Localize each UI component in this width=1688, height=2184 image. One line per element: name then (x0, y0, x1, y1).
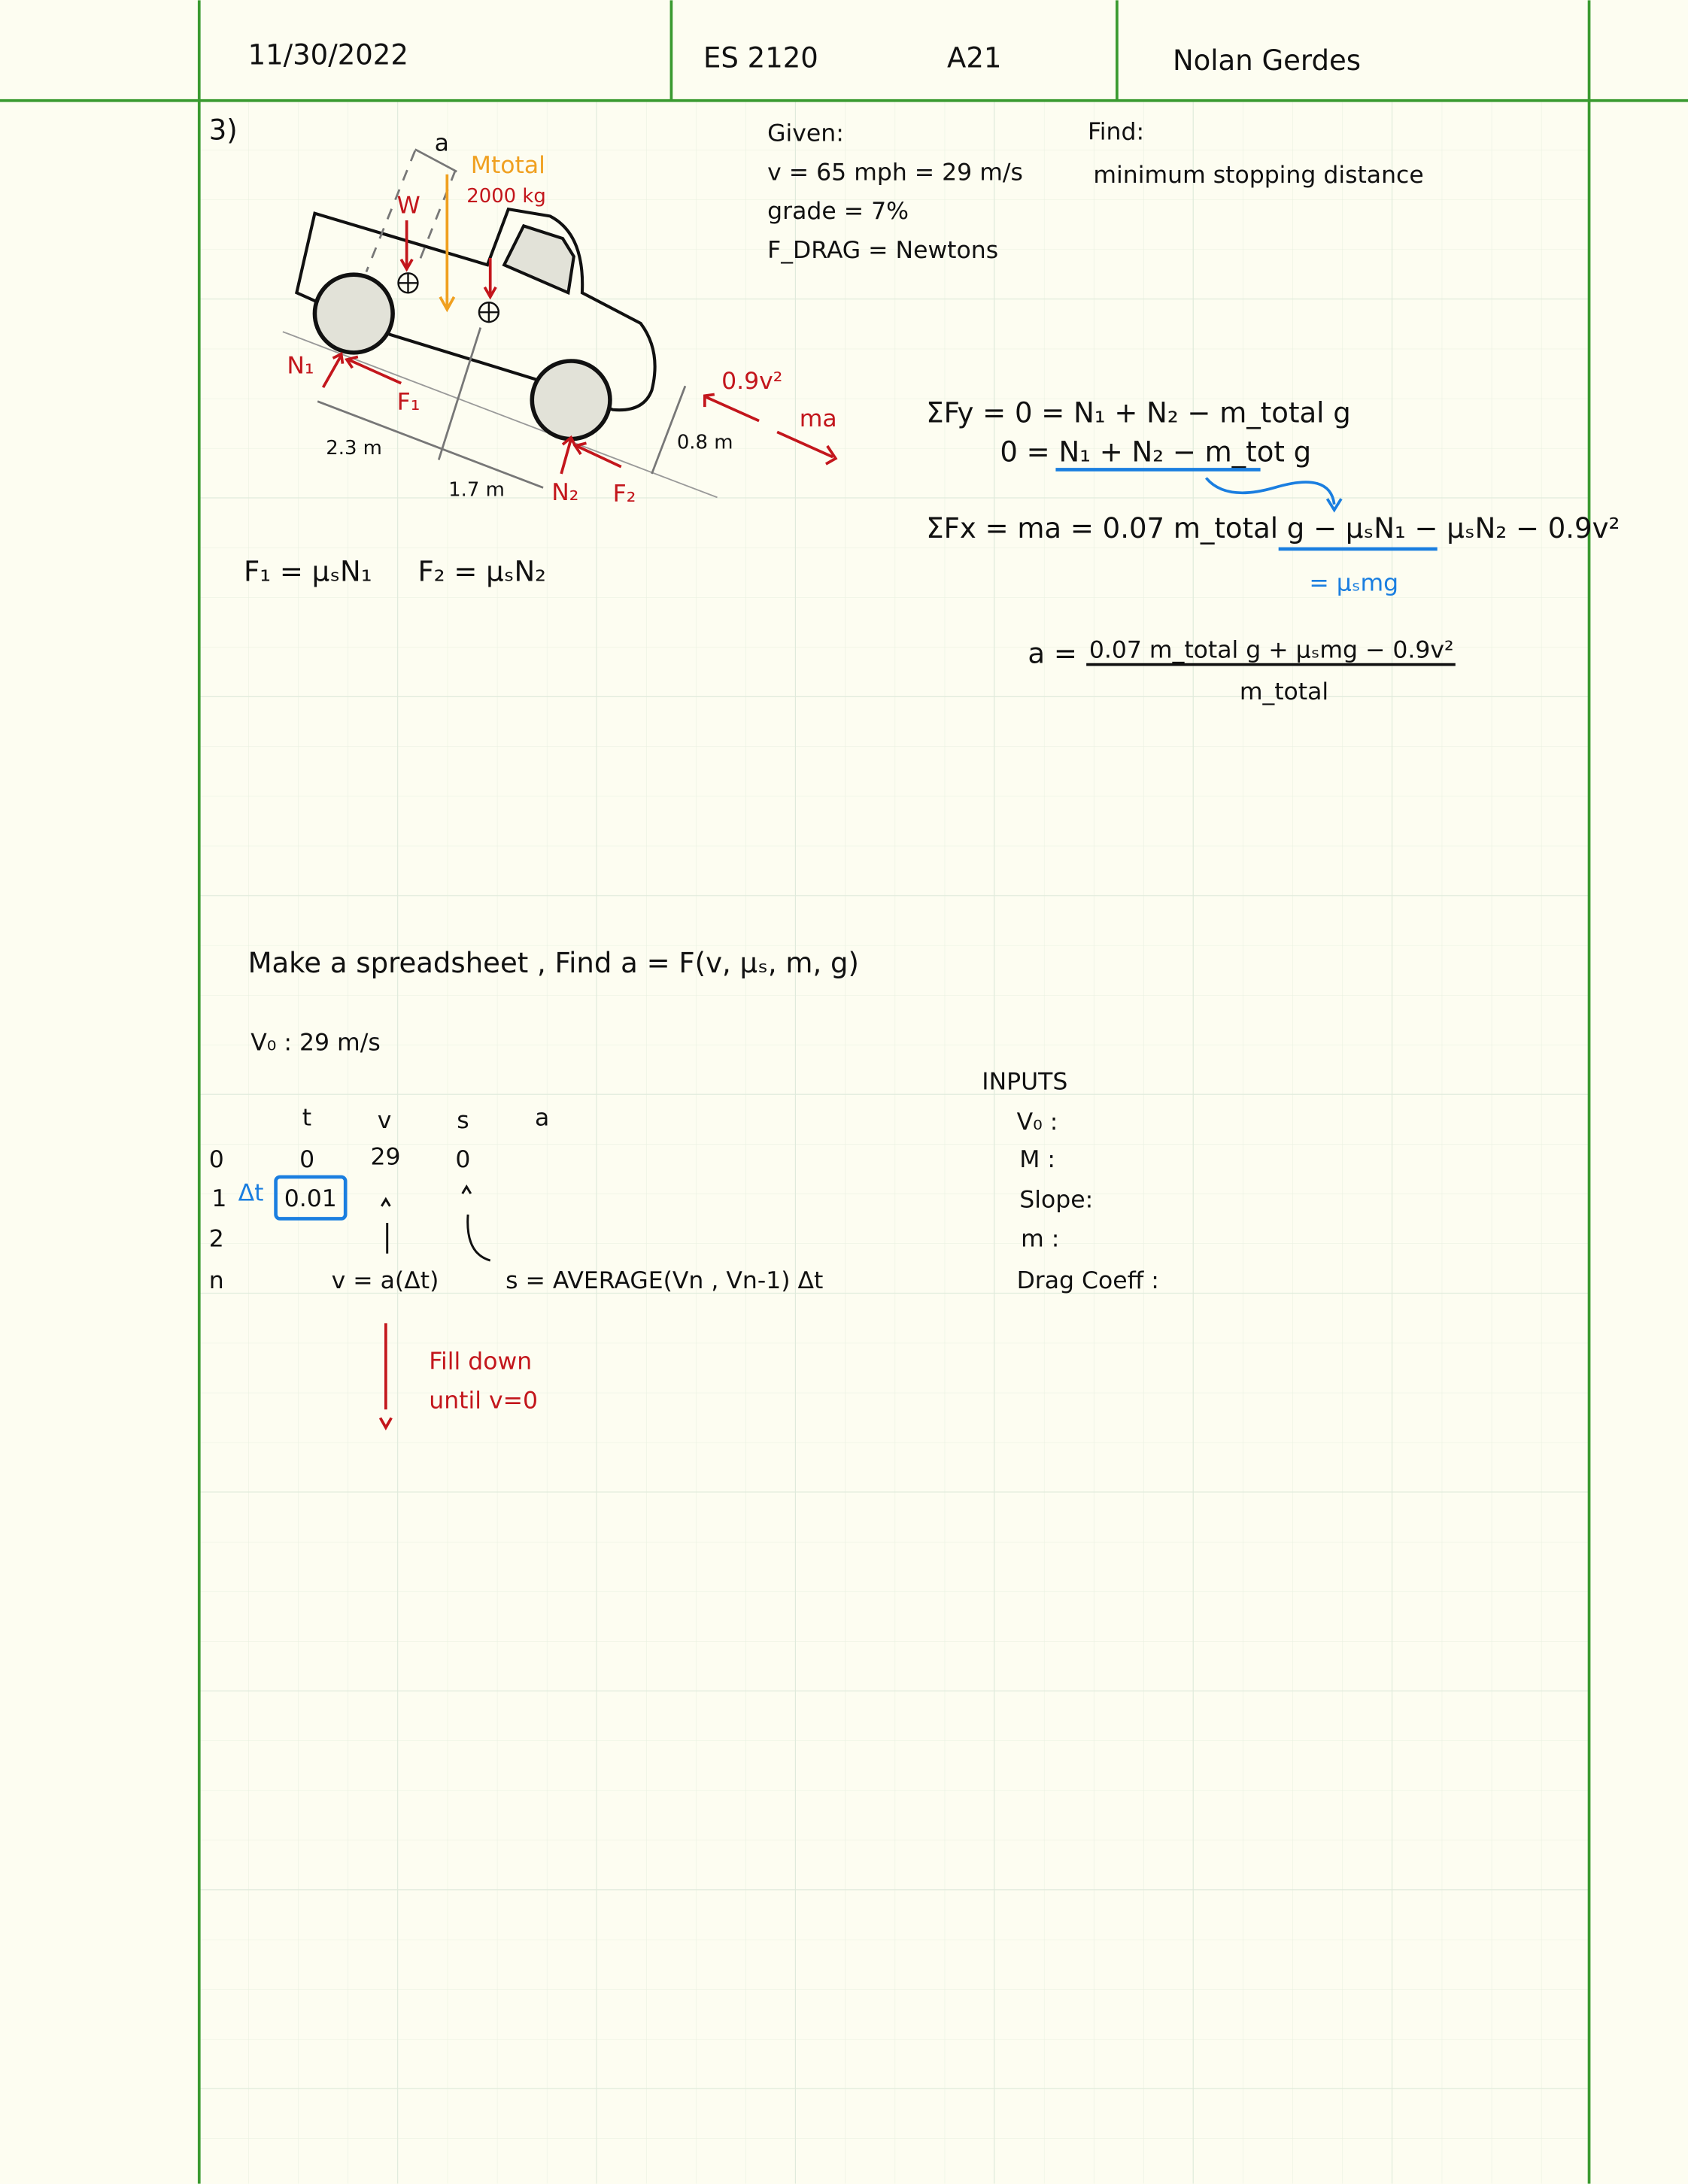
a-label: a = (1028, 637, 1077, 670)
label-drag: 0.9v² (721, 367, 783, 395)
sum-fy-equation: ΣFy = 0 = N₁ + N₂ − m_total g (926, 396, 1351, 429)
label-mtotal: Mtotal (470, 152, 545, 180)
column-header-t: t (302, 1104, 312, 1132)
row-index: 2 (208, 1225, 224, 1253)
dim-0-8m: 0.8 m (676, 431, 733, 454)
front-wheel (532, 361, 610, 439)
row-index: 1 (211, 1185, 227, 1212)
dim-2-3m: 2.3 m (326, 437, 382, 460)
header-date: 11/30/2022 (247, 38, 408, 71)
label-ma: ma (799, 405, 837, 432)
input-label: V₀ : (1016, 1108, 1058, 1136)
row-index: 0 (208, 1145, 224, 1173)
given-line: v = 65 mph = 29 m/s (767, 159, 1023, 187)
column-header-s: s (457, 1107, 469, 1135)
spreadsheet-instruction: Make a spreadsheet , Find a = F(v, μₛ, m, g) (247, 946, 859, 979)
label-f1: F₁ (396, 388, 420, 416)
cell-s: 0 (455, 1145, 471, 1173)
s-formula: s = AVERAGE(Vn , Vn-1) Δt (505, 1267, 824, 1295)
friction-f1: F₁ = μₛN₁ (244, 555, 372, 588)
column-header-v: v (377, 1107, 392, 1135)
inputs-title: INPUTS (982, 1068, 1068, 1096)
row-index: n (208, 1267, 224, 1295)
find-text: minimum stopping distance (1093, 161, 1424, 189)
fill-down-note: until v=0 (429, 1387, 538, 1415)
cell-t: 0 (299, 1145, 315, 1173)
dt-label: Δt (238, 1179, 264, 1207)
label-w: W (396, 192, 420, 220)
problem-number: 3) (208, 114, 238, 147)
label-f2: F₂ (612, 480, 636, 508)
given-line: grade = 7% (767, 198, 909, 226)
sum-fy-equation-2: 0 = N₁ + N₂ − m_tot g (1000, 435, 1312, 469)
given-line: F_DRAG = Newtons (767, 236, 999, 264)
a-numerator: 0.07 m_total g + μₛmg − 0.9v² (1088, 636, 1454, 664)
a-denominator: m_total (1239, 678, 1329, 705)
input-label: Drag Coeff : (1016, 1267, 1159, 1295)
cell-t: 0.01 (284, 1185, 337, 1212)
friction-f2: F₂ = μₛN₂ (417, 555, 547, 588)
input-label: m : (1021, 1225, 1060, 1253)
label-n2: N₂ (551, 479, 579, 507)
column-header-a: a (534, 1104, 550, 1132)
find-title: Find: (1088, 118, 1145, 146)
input-label: M : (1019, 1145, 1056, 1173)
input-label: Slope: (1019, 1186, 1094, 1214)
substitution-text: = μₛmg (1309, 569, 1399, 597)
label-a: a (434, 129, 449, 157)
sum-fx-equation: ΣFx = ma = 0.07 m_total g − μₛN₁ − μₛN₂ − 0.9v² (926, 512, 1620, 545)
label-n1: N₁ (287, 352, 314, 380)
v-formula: v = a(Δt) (331, 1267, 439, 1295)
header-name: Nolan Gerdes (1172, 44, 1362, 77)
header-assignment: A21 (947, 41, 1002, 74)
rear-wheel (314, 275, 393, 353)
initial-velocity: V₀ : 29 m/s (250, 1029, 381, 1057)
label-mass: 2000 kg (466, 184, 546, 208)
header-course: ES 2120 (703, 41, 818, 74)
dim-1-7m: 1.7 m (448, 478, 505, 502)
given-title: Given: (767, 120, 844, 147)
cell-v: 29 (370, 1143, 401, 1171)
fill-down-note: Fill down (429, 1348, 533, 1376)
